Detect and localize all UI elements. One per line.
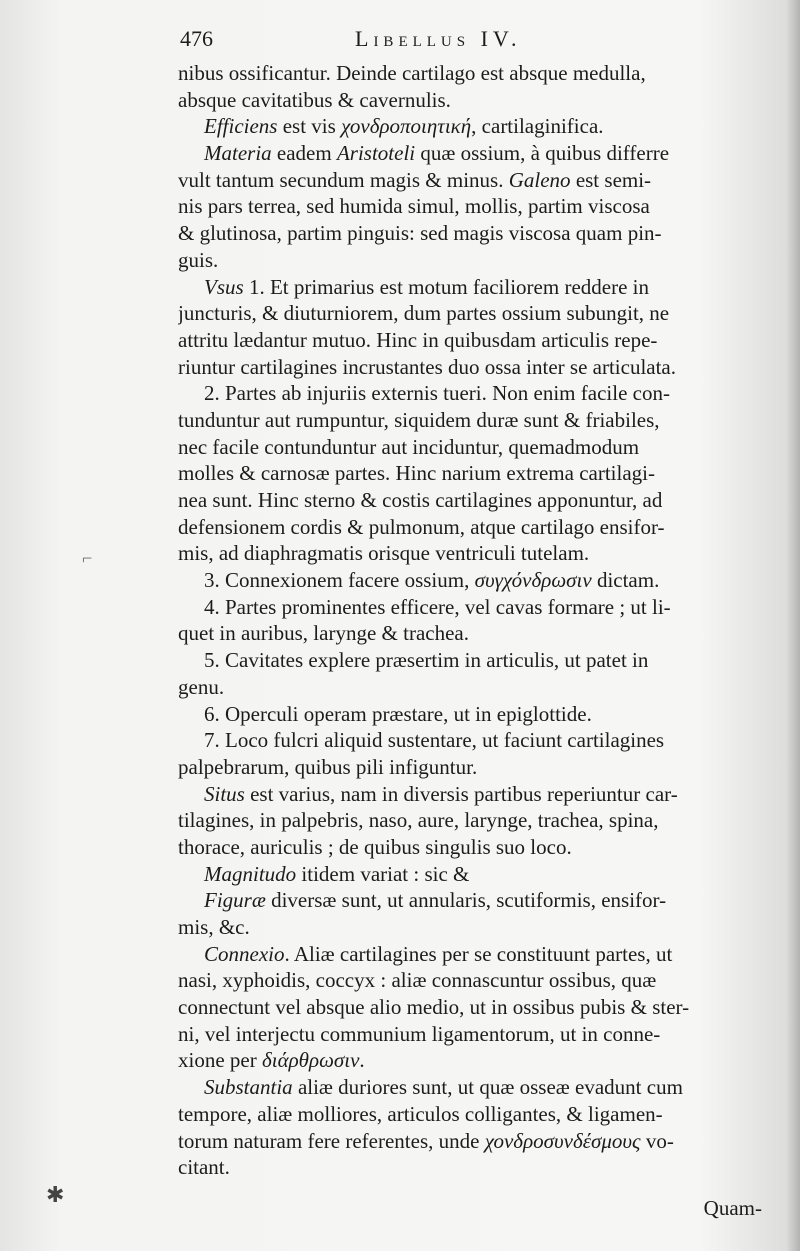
text-line: nis pars terrea, sed humida simul, mollis, partim viscosa — [178, 194, 650, 219]
page-header — [180, 22, 770, 62]
text-line: 6. Operculi operam præstare, ut in epiglottide. — [204, 701, 592, 726]
text-line: quet in auribus, larynge & trachea. — [178, 621, 469, 646]
text-line: attritu lædantur mutuo. Hinc in quibusdam articulis repe- — [178, 327, 658, 352]
text-line: tunduntur aut rumpuntur, siquidem duræ sunt & friabiles, — [178, 407, 660, 432]
text-line: Situs est varius, nam in diversis partibus reperiuntur car- — [204, 781, 678, 806]
text-line: mis, &c. — [178, 915, 250, 939]
text-line: 4. Partes prominentes efficere, vel cavas formare ; ut li- — [204, 594, 671, 619]
text-line: ni, vel interjectu communium ligamentorum, ut in conne- — [178, 1021, 661, 1046]
text-line: Vsus 1. Et primarius est motum faciliorem reddere in — [204, 274, 649, 299]
text-line: palpebrarum, quibus pili infiguntur. — [178, 754, 478, 779]
text-line: 5. Cavitates explere præsertim in articulis, ut patet in — [204, 648, 649, 673]
text-line: nasi, xyphoidis, coccyx : aliæ connascuntur ossibus, quæ — [178, 968, 657, 993]
text-line: juncturis, & diuturniorem, dum partes ossium subungit, ne — [178, 301, 670, 326]
text-line: Figuræ diversæ sunt, ut annularis, scutiformis, ensifor- — [204, 888, 667, 913]
text-line: tempore, aliæ molliores, articulos colligantes, & ligamen- — [178, 1101, 663, 1126]
text-line: 7. Loco fulcri aliquid sustentare, ut faciunt cartilagines — [204, 728, 665, 753]
text-line: molles & carnosæ partes. Hinc narium extrema cartilagi- — [178, 461, 656, 486]
text-line: Magnitudo itidem variat : sic & — [204, 861, 470, 886]
text-line: guis. — [178, 247, 219, 272]
text-line: Substantia aliæ duriores sunt, ut quæ osseæ evadunt cum — [204, 1075, 683, 1100]
running-head: Libellus IV. — [355, 26, 522, 51]
text-line: xione per διάρθρωσιν. — [178, 1048, 365, 1073]
page-number: 476 — [180, 26, 213, 51]
text-line: mis, ad diaphragmatis orisque ventriculi tutelam. — [178, 541, 590, 566]
text-line: absque cavitatibus & cavernulis. — [178, 87, 451, 112]
margin-mark: ✱ — [46, 1182, 65, 1207]
text-line: nec facile contunduntur aut inciduntur, quemadmodum — [178, 434, 640, 459]
margin-mark: ⌐ — [82, 548, 93, 568]
text-line: nea sunt. Hinc sterno & costis cartilagines apponuntur, ad — [178, 488, 663, 512]
text-line: torum naturam fere referentes, unde χονδροσυνδέσμους vo- — [178, 1128, 674, 1153]
text-line: nibus ossificantur. Deinde cartilago est absque medulla, — [178, 61, 646, 85]
text-line: Materia eadem Aristoteli quæ ossium, à quibus differre — [204, 141, 670, 166]
text-line: riuntur cartilagines incrustantes duo ossa inter se articulata. — [178, 354, 677, 379]
text-line: Connexio. Aliæ cartilagines per se constituunt partes, ut — [204, 941, 673, 966]
text-line: thorace, auriculis ; de quibus singulis suo loco. — [178, 834, 572, 859]
text-line: defensionem cordis & pulmonum, atque cartilago ensifor- — [178, 514, 665, 539]
text-line: 2. Partes ab injuriis externis tueri. Non enim facile con- — [204, 381, 670, 406]
text-line: tilagines, in palpebris, naso, aure, larynge, trachea, spina, — [178, 808, 659, 833]
text-line: citant. — [178, 1155, 230, 1180]
text-line: Efficiens est vis χονδροποιητική, cartilaginifica. — [204, 114, 604, 139]
text-line: genu. — [178, 674, 225, 699]
text-line: connectunt vel absque alio medio, ut in ossibus pubis & ster- — [178, 995, 690, 1020]
text-line: vult tantum secundum magis & minus. Galeno est semi- — [178, 167, 652, 192]
text-line: & glutinosa, partim pinguis: sed magis viscosa quam pin- — [178, 221, 662, 246]
catchword: Quam- — [703, 1196, 762, 1220]
body-text — [178, 60, 758, 1181]
text-line: 3. Connexionem facere ossium, συγχόνδρωσιν dictam. — [204, 568, 660, 593]
